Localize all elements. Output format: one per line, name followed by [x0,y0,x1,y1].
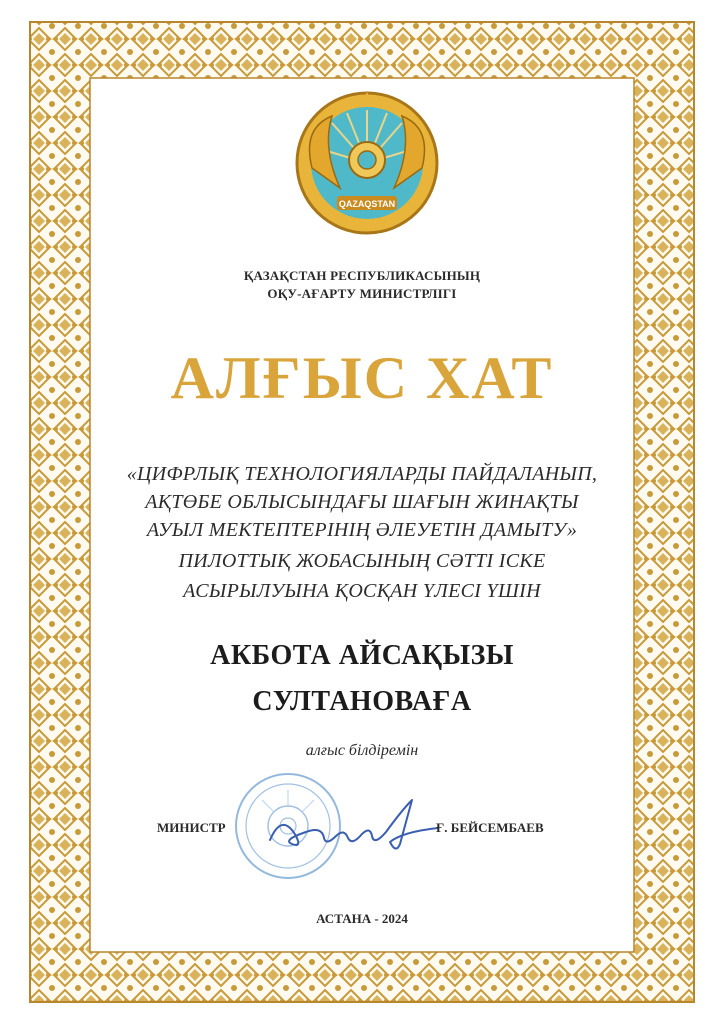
signature-icon [262,792,442,864]
ministry-line-2: ОҚУ-АҒАРТУ МИНИСТРЛІГІ [267,286,457,301]
emblem-text: QAZAQSTAN [338,199,396,209]
document-title: АЛҒЫС ХАТ [170,345,554,411]
recipient-name-line-1: АКБОТА АЙСАҚЫЗЫ [210,640,514,671]
city-year: АСТАНА - 2024 [316,911,408,926]
reason-line: АСЫРЫЛУЫНА ҚОСҚАН ҮЛЕСІ ҮШІН [183,580,541,602]
recipient-name-line-2: СУЛТАНОВАҒА [252,686,472,717]
thanks-text: алғыс білдіремін [305,742,419,759]
ministry-line-1: ҚАЗАҚСТАН РЕСПУБЛИКАСЫНЫҢ [243,268,481,283]
reason-line: «ЦИФРЛЫҚ ТЕХНОЛОГИЯЛАРДЫ ПАЙДАЛАНЫП, [126,463,598,485]
reason-line: АУЫЛ МЕКТЕПТЕРІНІҢ ӘЛЕУЕТІН ДАМЫТУ» [146,519,578,541]
state-emblem-icon [292,88,442,238]
reason-line: АҚТӨБЕ ОБЛЫСЫНДАҒЫ ШАҒЫН ЖИНАҚТЫ [145,491,579,513]
minister-label: МИНИСТР [157,820,226,835]
minister-name: Ғ. БЕЙСЕМБАЕВ [436,820,544,835]
reason-line: ПИЛОТТЫҚ ЖОБАСЫНЫҢ СӘТТІ ІСКЕ [178,550,546,572]
